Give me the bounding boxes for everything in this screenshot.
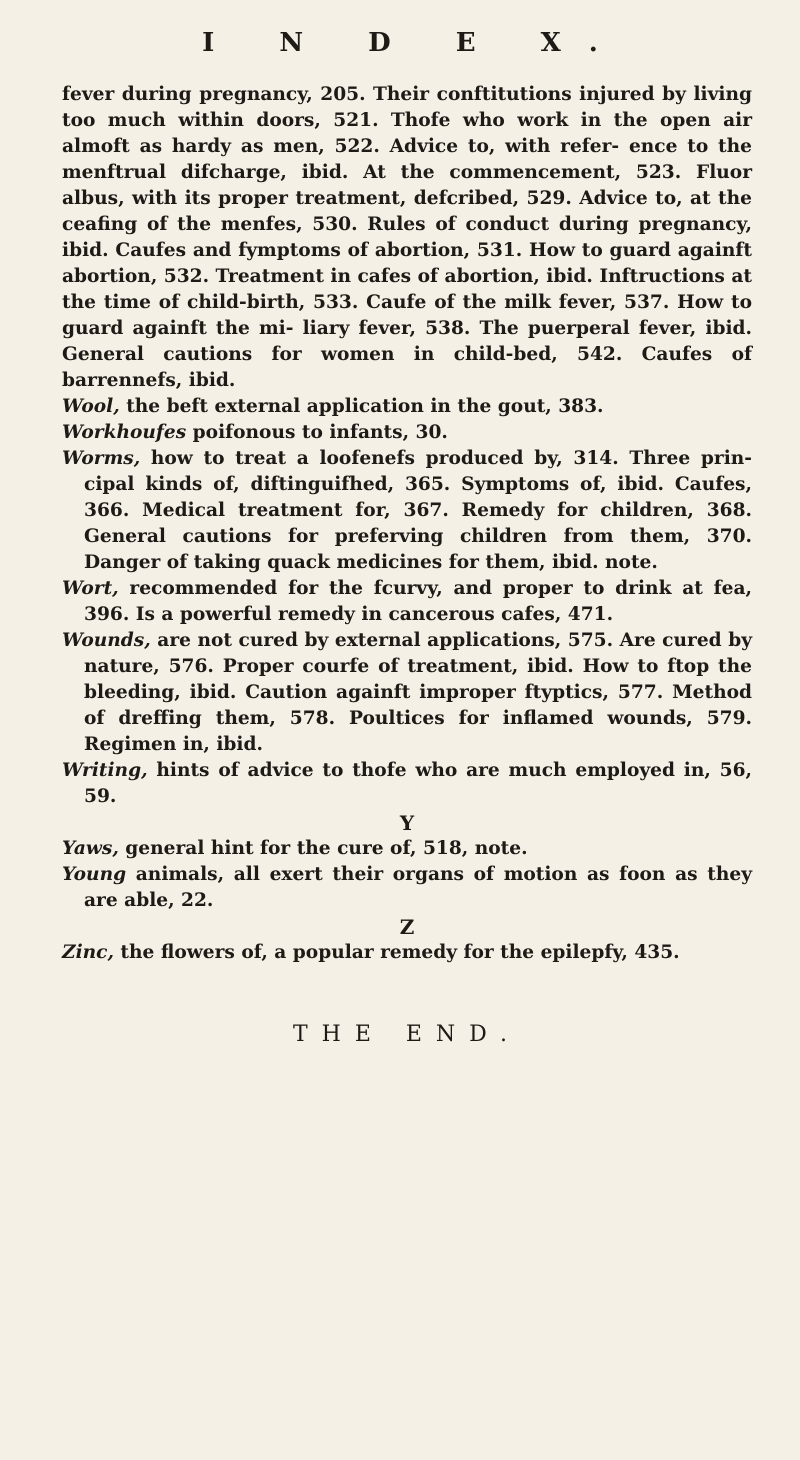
index-entry-yaws [62, 836, 752, 862]
entry-text: animals, all exert their organs of motion as foon as they are able, 22. [84, 864, 752, 911]
entry-head: Wort, [62, 578, 119, 599]
entry-text: are not cured by external applications, 575. Are cured by nature, 576. Proper courfe of treatment, ibid. How to ftop the bleeding, ibid. Caution againft improper ftyptics, 577. Method of dreffing them, 578. Poultices for inflamed wounds, 579. Regimen in, ibid. [84, 630, 752, 755]
entry-head: Wool, [62, 396, 120, 417]
entry-text: hints of advice to thofe who are much employed in, 56, 59. [84, 760, 752, 807]
index-entry-workhoufes [62, 420, 752, 446]
index-entry-young [62, 862, 752, 914]
entry-text: general hint for the cure of, 518, note. [118, 838, 528, 859]
index-entry-worms [62, 446, 752, 576]
entry-head: Young [62, 864, 127, 885]
index-entry-zinc [62, 940, 752, 966]
entry-text: the beft external application in the gout, 383. [119, 396, 604, 417]
entry-text: recommended for the fcurvy, and proper to drink at fea, 396. Is a powerful remedy in cancerous cafes, 471. [84, 578, 752, 625]
entry-head: Wounds, [62, 630, 151, 651]
entry-head: Workhoufes [62, 422, 187, 443]
entry-head: Zinc, [62, 942, 114, 963]
index-entry-wool [62, 394, 752, 420]
entry-text: fever during pregnancy, 205. Their conftitutions injured by living too much within doors, 521. Thofe who work in the open air almoft as hardy as men, 522. Advice to, with refer- ence to the menftrual difcharge, ibid. At the commencement, 523. Fluor albus, with its proper treatment, defcribed, 529. Advice to, at the ceafing of the menfes, 530. Rules of conduct during pregnancy, ibid. Caufes and fymptoms of abortion, 531. How to guard againft abortion, 532. Treatment in cafes of abortion, ibid. Inftructions at the time of child-birth, 533. Caufe of the milk fever, 537. How to guard againft the mi- liary fever, 538. The puerperal fever, ibid. General cautions for women in child-bed, 542. Caufes of barrennefs, ibid. [62, 84, 752, 391]
index-entry-wort [62, 576, 752, 628]
index-entry-continuation [62, 82, 752, 394]
entry-head: Writing, [62, 760, 148, 781]
entry-text: poifonous to infants, 30. [186, 422, 448, 443]
entry-text: the flowers of, a popular remedy for the epilepfy, 435. [113, 942, 680, 963]
entry-text: how to treat a loofenefs produced by, 314. Three prin- cipal kinds of, diftinguifhed, 365. Symptoms of, ibid. Caufes, 366. Medical treatment for, 367. Remedy for children, 368. General cautions for preferving children from them, 370. Danger of taking quack medicines for them, ibid. note. [84, 448, 752, 573]
entry-head: Worms, [62, 448, 141, 469]
the-end: THE END. [292, 1022, 522, 1047]
entry-head: Yaws, [62, 838, 119, 859]
running-head: I N D E X. [202, 28, 626, 58]
section-letter-y: Y [399, 811, 415, 835]
index-entries [62, 82, 752, 966]
index-entry-writing [62, 758, 752, 810]
index-entry-wounds [62, 628, 752, 758]
section-letter-z: Z [399, 915, 415, 939]
